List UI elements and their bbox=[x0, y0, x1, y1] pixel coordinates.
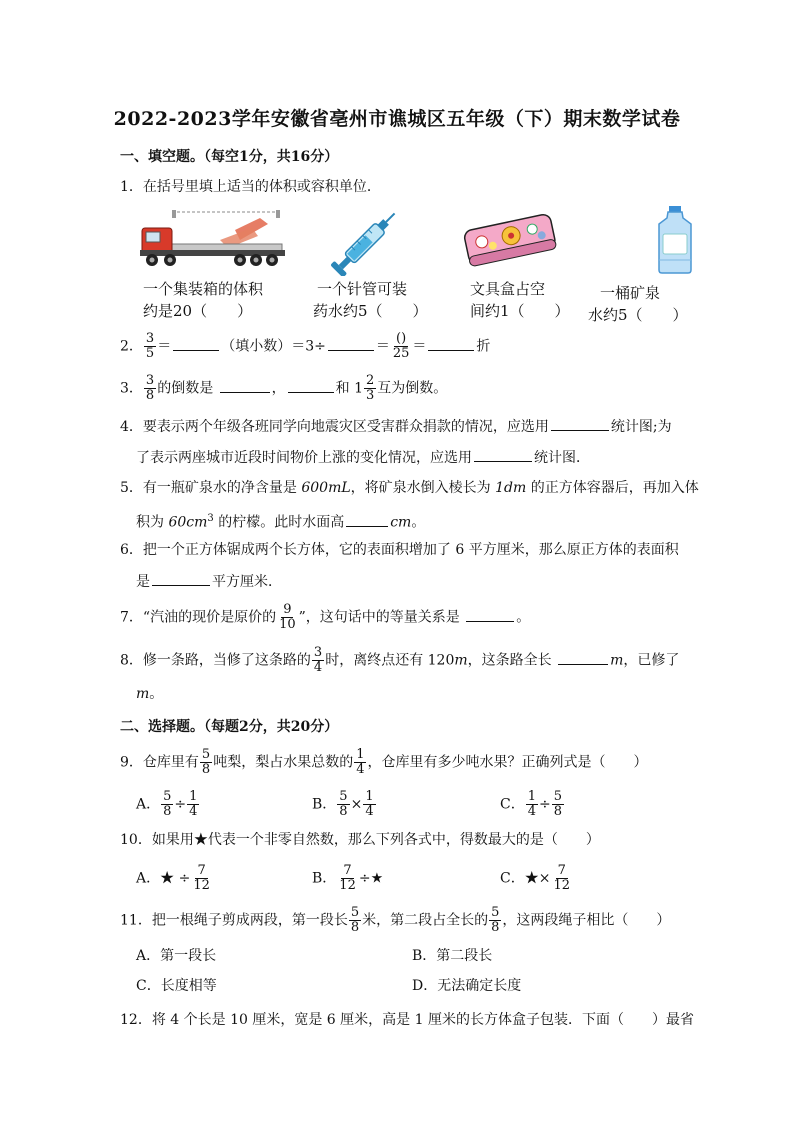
caption-water-bottle: 一桶矿泉 水约5（ ） bbox=[588, 284, 688, 324]
question-3: 3． $\frac{3}{8}$ 的倒数是 ， 和 1 $\frac{2}{3}$ 互为倒数。 bbox=[120, 373, 448, 403]
pencil-box-icon bbox=[462, 212, 558, 268]
answer-blank[interactable] bbox=[474, 447, 532, 462]
question-6-line-1: 6．把一个正方体锯成两个长方体，它的表面积增加了 6 平方厘米，那么原正方体的表面积 bbox=[120, 542, 679, 558]
question-12: 12．将 4 个长是 10 厘米，宽是 6 厘米，高是 1 厘米的长方体盒子包装．下面（ ）最省 bbox=[120, 1012, 694, 1028]
answer-blank[interactable] bbox=[558, 650, 608, 665]
fraction: $\frac{5}{8}$ bbox=[350, 905, 360, 935]
answer-blank[interactable] bbox=[346, 512, 388, 527]
caption-syringe: 一个针管可装 药水约5（ ） bbox=[313, 280, 428, 320]
fraction: $\frac{1}{4}$ bbox=[356, 747, 365, 777]
fraction: $\frac{3}{5}$ bbox=[145, 331, 155, 361]
q11-option-b[interactable]: B．第二段长 bbox=[412, 948, 493, 964]
question-1: 1．在括号里填上适当的体积或容积单位． bbox=[120, 179, 381, 195]
answer-blank[interactable] bbox=[173, 336, 219, 351]
question-11: 11．把一根绳子剪成两段，第一段长 $\frac{5}{8}$ 米，第二段占全长的 $\frac{5}{8}$ ，这两段绳子相比（ ） bbox=[120, 905, 671, 935]
question-6-line-2: 是 平方厘米． bbox=[136, 571, 282, 592]
section-fill-in: 一、填空题。（每空1分，共16分） bbox=[120, 149, 339, 165]
fraction: $\frac{5}{8}$ bbox=[201, 747, 211, 777]
q11-option-c[interactable]: C．长度相等 bbox=[136, 978, 217, 994]
question-10: 10．如果用★代表一个非零自然数，那么下列各式中，得数最大的是（ ） bbox=[120, 832, 600, 848]
answer-blank[interactable] bbox=[428, 336, 474, 351]
page-title: 2022-2023学年安徽省亳州市谯城区五年级（下）期末数学试卷 bbox=[113, 108, 681, 130]
q10-option-b[interactable]: B． $\frac{7}{12}$ ÷★ bbox=[312, 863, 384, 893]
question-5-line-2: 积为 $60cm^3$ 的柠檬。此时水面高 cm。 bbox=[136, 513, 426, 531]
q10-option-a[interactable]: A．★ ÷ $\frac{7}{12}$ bbox=[136, 863, 210, 893]
water-bottle-icon bbox=[655, 206, 695, 274]
answer-blank[interactable] bbox=[288, 378, 334, 393]
question-4-line-2: 了表示两座城市近段时间物价上涨的变化情况，应选用 统计图． bbox=[136, 447, 590, 468]
syringe-icon bbox=[322, 206, 412, 276]
question-7: 7．“汽油的现价是原价的 $\frac{9}{10}$ ”，这句话中的等量关系是 。 bbox=[120, 602, 531, 632]
fraction: $\frac{9}{10}$ bbox=[279, 602, 296, 632]
fraction: $\frac{3}{8}$ bbox=[145, 373, 155, 403]
q10-option-c[interactable]: C．★× $\frac{7}{12}$ bbox=[500, 863, 570, 893]
question-2: 2． $\frac{3}{5}$ ＝ （填小数）＝3÷ ＝ $\frac{()}{25}$ ＝ 折 bbox=[120, 331, 491, 361]
question-4-line-1: 4．要表示两个年级各班同学向地震灾区受害群众捐款的情况，应选用 统计图;为 bbox=[120, 416, 672, 437]
truck-icon bbox=[140, 210, 285, 270]
question-8-line-2: m。 bbox=[136, 686, 164, 702]
q11-option-d[interactable]: D．无法确定长度 bbox=[412, 978, 522, 994]
fraction: $\frac{2}{3}$ bbox=[366, 373, 375, 403]
section-multiple-choice: 二、选择题。（每题2分，共20分） bbox=[120, 719, 339, 735]
q9-option-a[interactable]: A． $\frac{5}{8}$ ÷ $\frac{1}{4}$ bbox=[136, 789, 198, 819]
caption-pencil-box: 文具盒占空 间约1（ ） bbox=[470, 280, 570, 320]
fraction: $\frac{5}{8}$ bbox=[491, 905, 500, 935]
fraction: $\frac{3}{4}$ bbox=[313, 645, 323, 675]
answer-blank[interactable] bbox=[328, 336, 374, 351]
question-5-line-1: 5．有一瓶矿泉水的净含量是 600mL，将矿泉水倒入棱长为 1dm 的正方体容器后，再加入体 bbox=[120, 480, 699, 496]
fraction: $\frac{()}{25}$ bbox=[392, 331, 410, 361]
answer-blank[interactable] bbox=[551, 416, 609, 431]
caption-container: 一个集装箱的体积 约是20（ ） bbox=[143, 280, 264, 320]
q9-option-b[interactable]: B． $\frac{5}{8}$ × $\frac{1}{4}$ bbox=[312, 789, 374, 819]
q11-option-a[interactable]: A．第一段长 bbox=[136, 948, 217, 964]
question-9: 9．仓库里有 $\frac{5}{8}$ 吨梨，梨占水果总数的 $\frac{1}{4}$ ，仓库里有多少吨水果？正确列式是（ ） bbox=[120, 747, 648, 777]
question-8-line-1: 8．修一条路，当修了这条路的 $\frac{3}{4}$ 时，离终点还有 120m，这条路全长 m，已修了 bbox=[120, 645, 680, 675]
answer-blank[interactable] bbox=[220, 378, 270, 393]
answer-blank[interactable] bbox=[466, 607, 514, 622]
q9-option-c[interactable]: C． $\frac{1}{4}$ ÷ $\frac{5}{8}$ bbox=[500, 789, 563, 819]
answer-blank[interactable] bbox=[152, 571, 210, 586]
